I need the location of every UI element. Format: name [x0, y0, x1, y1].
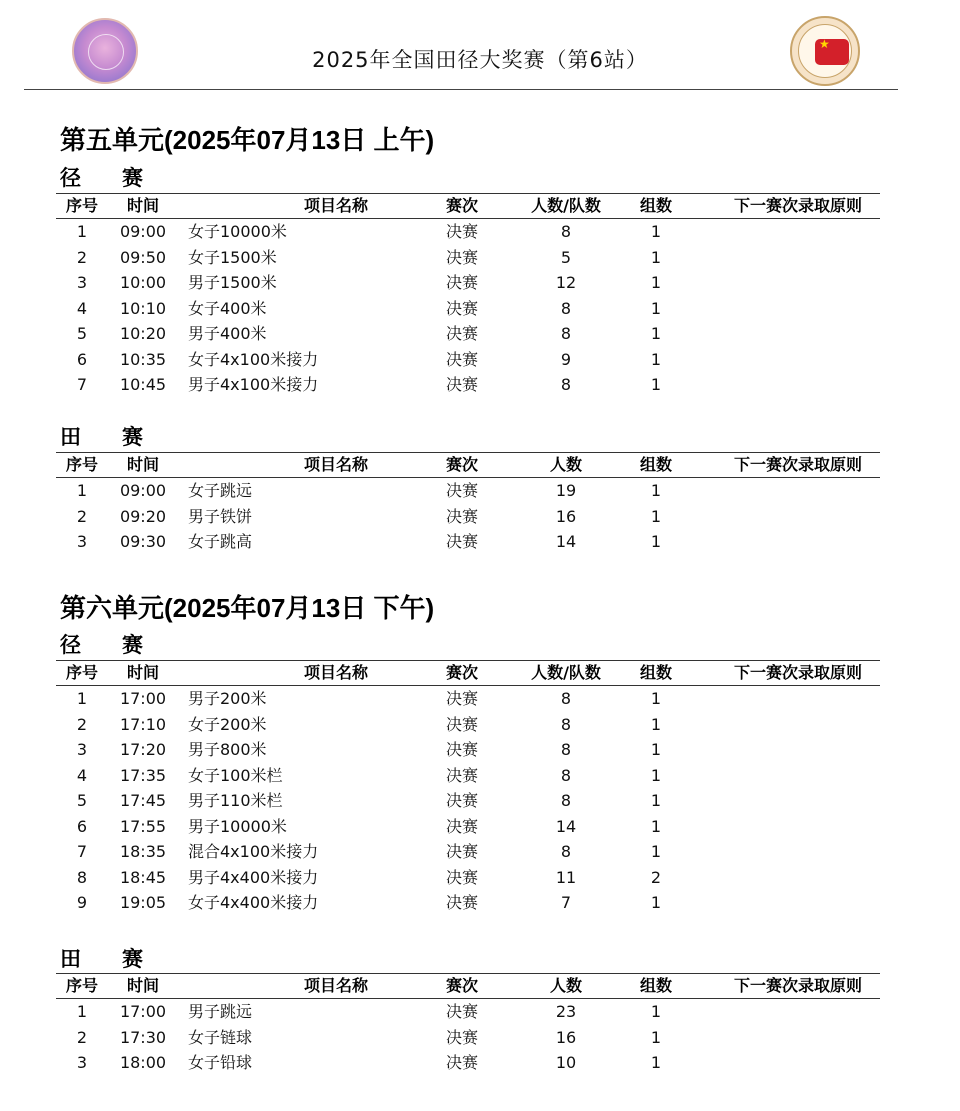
- row-number: 3: [76, 273, 88, 292]
- participant-count: 11: [555, 867, 577, 887]
- row-number: 9: [76, 893, 88, 912]
- event-time: 18:00: [119, 1053, 167, 1072]
- group-count: 1: [650, 689, 662, 708]
- event-name: 男子800米: [188, 740, 267, 759]
- event-round: 决赛: [445, 689, 478, 708]
- unit-title: 第五单元(2025年07月13日 上午): [60, 125, 435, 155]
- table-row: [56, 245, 880, 271]
- participant-count: 16: [555, 506, 577, 526]
- page-header: [0, 0, 960, 92]
- event-name: 男子跳远: [188, 1002, 253, 1021]
- participant-count: 8: [560, 298, 572, 318]
- table-row: [56, 372, 880, 398]
- event-time: 18:35: [119, 842, 167, 861]
- table-row: [56, 529, 880, 555]
- participant-count: 8: [560, 689, 572, 708]
- track-schedule-table: [56, 193, 880, 398]
- rule-header: 下一赛次录取原则: [733, 976, 862, 995]
- event-round: 决赛: [445, 842, 478, 861]
- participant-count: 9: [560, 349, 572, 369]
- event-round: 决赛: [445, 324, 478, 343]
- event-time: 19:05: [119, 893, 167, 912]
- event-time: 10:00: [119, 273, 167, 292]
- table-row: [56, 839, 880, 865]
- no-header: 序号: [65, 663, 98, 682]
- table-row: [56, 712, 880, 738]
- participant-count: 14: [555, 816, 577, 836]
- participant-count: 10: [555, 1053, 577, 1072]
- group-count: 1: [650, 893, 662, 912]
- row-number: 6: [76, 349, 88, 369]
- event-name: 男子4x100米接力: [188, 375, 319, 394]
- table-row: [56, 763, 880, 789]
- group-count: 1: [650, 532, 662, 551]
- row-number: 4: [76, 298, 88, 318]
- track-schedule-table: [56, 660, 880, 916]
- event-name: 男子铁饼: [188, 506, 253, 526]
- table-row: [56, 219, 880, 245]
- event-round: 决赛: [445, 349, 478, 369]
- groups-header: 组数: [639, 455, 672, 474]
- event-time: 09:20: [119, 506, 167, 526]
- row-number: 7: [76, 842, 88, 861]
- event-round: 决赛: [445, 532, 478, 551]
- row-number: 5: [76, 324, 88, 343]
- round-header: 赛次: [445, 455, 478, 474]
- table-row: [56, 788, 880, 814]
- event-name: 女子200米: [188, 714, 267, 734]
- time-header: 时间: [126, 196, 159, 215]
- round-header: 赛次: [445, 663, 478, 682]
- table-row: [56, 1050, 880, 1076]
- group-count: 2: [650, 867, 662, 887]
- event-name: 男子10000米: [188, 816, 287, 836]
- event-name: 女子400米: [188, 298, 267, 318]
- group-count: 1: [650, 740, 662, 759]
- table-row: [56, 1025, 880, 1051]
- group-count: 1: [650, 1027, 662, 1047]
- participant-count: 8: [560, 324, 572, 343]
- group-count: 1: [650, 298, 662, 318]
- group-count: 1: [650, 816, 662, 836]
- group-count: 1: [650, 842, 662, 861]
- event-name: 女子跳高: [188, 532, 253, 551]
- participant-count: 8: [560, 842, 572, 861]
- participant-count: 5: [560, 247, 572, 267]
- table-header: [56, 973, 880, 999]
- event-name: 女子跳远: [188, 481, 253, 500]
- event-time: 17:10: [119, 714, 167, 734]
- table-row: [56, 686, 880, 712]
- event-round: 决赛: [445, 816, 478, 836]
- event-header: 项目名称: [303, 196, 368, 215]
- row-number: 2: [76, 506, 88, 526]
- row-number: 1: [76, 689, 88, 708]
- participant-count: 23: [555, 1002, 577, 1021]
- competition-logo: [72, 18, 138, 84]
- event-round: 决赛: [445, 1027, 478, 1047]
- table-row: [56, 296, 880, 322]
- event-name: 女子4x100米接力: [188, 349, 319, 369]
- event-time: 09:50: [119, 247, 167, 267]
- event-time: 10:20: [119, 324, 167, 343]
- event-time: 09:30: [119, 532, 167, 551]
- row-number: 2: [76, 1027, 88, 1047]
- table-row: [56, 270, 880, 296]
- unit-title: 第六单元(2025年07月13日 下午): [60, 593, 435, 623]
- event-round: 决赛: [445, 867, 478, 887]
- rule-header: 下一赛次录取原则: [733, 455, 862, 474]
- participant-count: 12: [555, 273, 577, 292]
- row-number: 3: [76, 740, 88, 759]
- event-name: 女子链球: [188, 1027, 253, 1047]
- group-count: 1: [650, 1002, 662, 1021]
- table-row: [56, 347, 880, 373]
- event-time: 17:30: [119, 1027, 167, 1047]
- participant-count: 8: [560, 791, 572, 810]
- event-time: 17:20: [119, 740, 167, 759]
- event-name: 男子1500米: [188, 273, 277, 292]
- table-row: [56, 321, 880, 347]
- table-header: [56, 660, 880, 686]
- group-count: 1: [650, 222, 662, 241]
- document-title: 2025年全国田径大奖赛（第6站）: [312, 48, 648, 72]
- field-schedule-table: [56, 973, 880, 1076]
- event-name: 男子200米: [188, 689, 267, 708]
- count-header: 人数: [549, 455, 582, 474]
- event-time: 17:55: [119, 816, 167, 836]
- event-round: 决赛: [445, 1053, 478, 1072]
- no-header: 序号: [65, 976, 98, 995]
- time-header: 时间: [126, 976, 159, 995]
- event-name: 混合4x100米接力: [188, 842, 319, 861]
- row-number: 3: [76, 532, 88, 551]
- group-count: 1: [650, 714, 662, 734]
- header-divider: [24, 89, 898, 90]
- count-header: 人数/队数: [531, 663, 601, 682]
- participant-count: 8: [560, 765, 572, 785]
- event-round: 决赛: [445, 1002, 478, 1021]
- event-name: 女子1500米: [188, 247, 277, 267]
- athletics-association-logo: ★: [790, 16, 860, 86]
- track-section-title: 径 赛: [60, 166, 143, 190]
- event-time: 17:45: [119, 791, 167, 810]
- group-count: 1: [650, 273, 662, 292]
- event-round: 决赛: [445, 791, 478, 810]
- table-row: [56, 737, 880, 763]
- participant-count: 8: [560, 714, 572, 734]
- row-number: 5: [76, 791, 88, 810]
- event-time: 17:00: [119, 1002, 167, 1021]
- event-time: 09:00: [119, 222, 167, 241]
- event-time: 10:35: [119, 349, 167, 369]
- table-header: [56, 452, 880, 478]
- row-number: 1: [76, 1002, 88, 1021]
- row-number: 2: [76, 714, 88, 734]
- field-section-title: 田 赛: [60, 947, 143, 971]
- groups-header: 组数: [639, 196, 672, 215]
- event-time: 09:00: [119, 481, 167, 500]
- participant-count: 8: [560, 375, 572, 394]
- event-time: 17:35: [119, 765, 167, 785]
- participant-count: 8: [560, 740, 572, 759]
- group-count: 1: [650, 765, 662, 785]
- group-count: 1: [650, 375, 662, 394]
- event-header: 项目名称: [303, 663, 368, 682]
- group-count: 1: [650, 481, 662, 500]
- event-name: 女子铅球: [188, 1053, 253, 1072]
- field-schedule-table: [56, 452, 880, 555]
- time-header: 时间: [126, 663, 159, 682]
- row-number: 8: [76, 867, 88, 887]
- time-header: 时间: [126, 455, 159, 474]
- participant-count: 7: [560, 893, 572, 912]
- field-section-title: 田 赛: [60, 425, 143, 449]
- table-header: [56, 193, 880, 219]
- event-header: 项目名称: [303, 455, 368, 474]
- event-name: 女子4x400米接力: [188, 893, 319, 912]
- event-round: 决赛: [445, 481, 478, 500]
- no-header: 序号: [65, 455, 98, 474]
- event-round: 决赛: [445, 765, 478, 785]
- group-count: 1: [650, 506, 662, 526]
- event-round: 决赛: [445, 714, 478, 734]
- event-round: 决赛: [445, 247, 478, 267]
- event-round: 决赛: [445, 273, 478, 292]
- event-round: 决赛: [445, 375, 478, 394]
- rule-header: 下一赛次录取原则: [733, 663, 862, 682]
- participant-count: 14: [555, 532, 577, 551]
- row-number: 1: [76, 222, 88, 241]
- round-header: 赛次: [445, 196, 478, 215]
- row-number: 6: [76, 816, 88, 836]
- no-header: 序号: [65, 196, 98, 215]
- row-number: 4: [76, 765, 88, 785]
- event-time: 17:00: [119, 689, 167, 708]
- event-round: 决赛: [445, 222, 478, 241]
- group-count: 1: [650, 349, 662, 369]
- event-header: 项目名称: [303, 976, 368, 995]
- table-row: [56, 478, 880, 504]
- event-round: 决赛: [445, 740, 478, 759]
- group-count: 1: [650, 791, 662, 810]
- count-header: 人数/队数: [531, 196, 601, 215]
- event-name: 男子4x400米接力: [188, 867, 319, 887]
- event-round: 决赛: [445, 506, 478, 526]
- event-round: 决赛: [445, 298, 478, 318]
- table-row: [56, 814, 880, 840]
- participant-count: 19: [555, 481, 577, 500]
- table-row: [56, 999, 880, 1025]
- event-name: 女子100米栏: [188, 765, 283, 785]
- table-row: [56, 865, 880, 891]
- group-count: 1: [650, 324, 662, 343]
- event-round: 决赛: [445, 893, 478, 912]
- event-name: 男子400米: [188, 324, 267, 343]
- event-name: 男子110米栏: [188, 791, 283, 810]
- round-header: 赛次: [445, 976, 478, 995]
- event-time: 10:10: [119, 298, 167, 318]
- row-number: 7: [76, 375, 88, 394]
- track-section-title: 径 赛: [60, 633, 143, 657]
- table-row: [56, 504, 880, 530]
- event-time: 18:45: [119, 867, 167, 887]
- row-number: 2: [76, 247, 88, 267]
- row-number: 1: [76, 481, 88, 500]
- row-number: 3: [76, 1053, 88, 1072]
- event-name: 女子10000米: [188, 222, 287, 241]
- participant-count: 16: [555, 1027, 577, 1047]
- groups-header: 组数: [639, 976, 672, 995]
- count-header: 人数: [549, 976, 582, 995]
- group-count: 1: [650, 1053, 662, 1072]
- event-time: 10:45: [119, 375, 167, 394]
- table-row: [56, 890, 880, 916]
- participant-count: 8: [560, 222, 572, 241]
- groups-header: 组数: [639, 663, 672, 682]
- rule-header: 下一赛次录取原则: [733, 196, 862, 215]
- group-count: 1: [650, 247, 662, 267]
